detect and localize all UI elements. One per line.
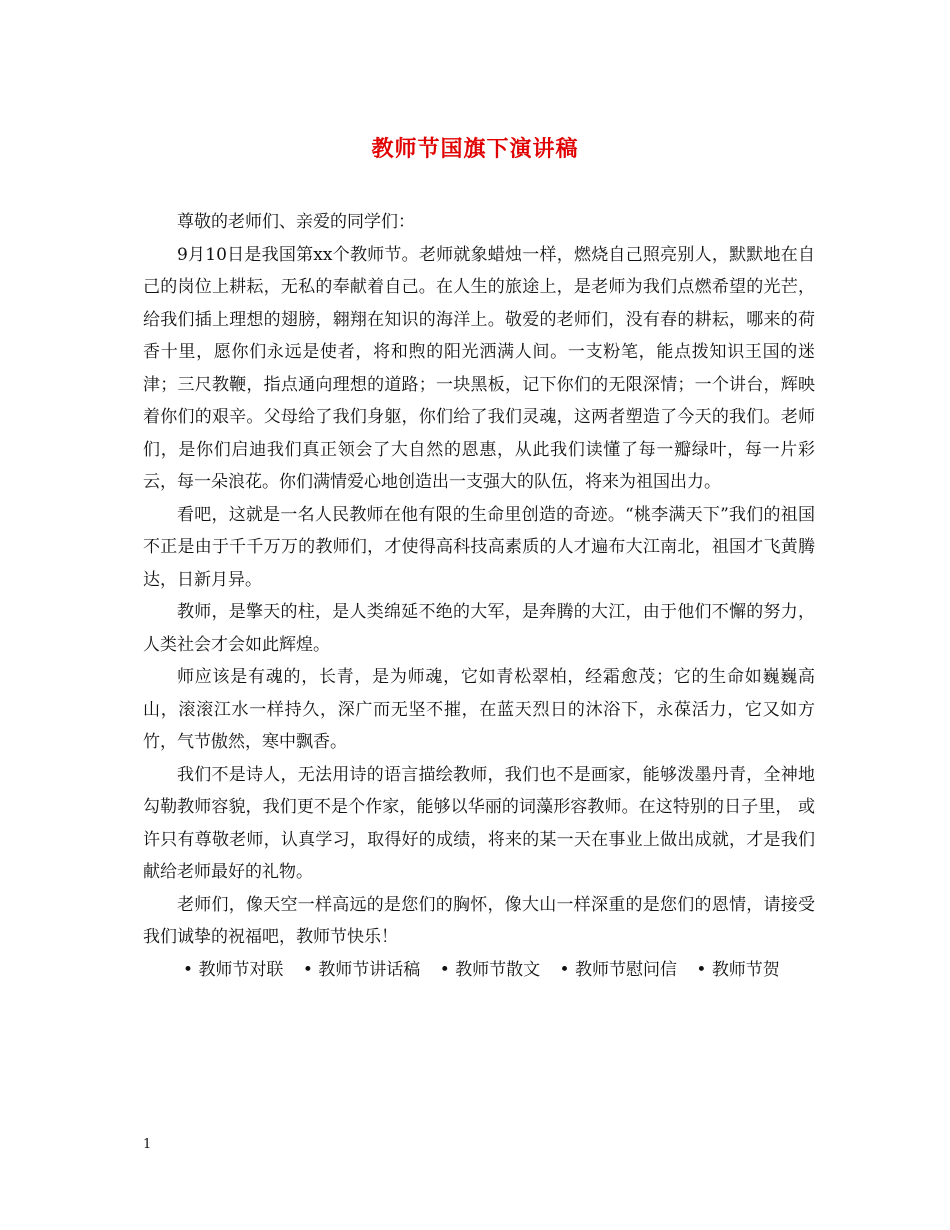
- paragraph-4: 师应该是有魂的，长青，是为师魂，它如青松翠柏，经霜愈茂；它的生命如巍巍高山，滚滚江水一样持久，深广而无坚不摧，在蓝天烈日的沐浴下，永葆活力，它又如方竹，气节傲然，寒中飘香。: [143, 667, 815, 752]
- related-link-speech[interactable]: • 教师节讲话稿: [303, 954, 420, 987]
- related-link-couplets[interactable]: • 教师节对联: [183, 954, 283, 987]
- related-link-letter[interactable]: • 教师节慰问信: [560, 954, 677, 987]
- related-links: [143, 954, 815, 987]
- paragraph-5: 我们不是诗人，无法用诗的语言描绘教师，我们也不是画家，能够泼墨丹青，全神地勾勒教师容貌，我们更不是个作家，能够以华丽的词藻形容教师。在这特别的日子里， 或许只有尊敬老师，认真学习，取得好的成绩，将来的某一天在事业上做出成就，才是我们献给老师最好的礼物。: [143, 764, 815, 882]
- salutation: 尊敬的老师们、亲爱的同学们：: [177, 212, 415, 232]
- related-link-greeting[interactable]: • 教师节贺: [696, 954, 779, 987]
- document-title: 教师节国旗下演讲稿: [371, 136, 579, 162]
- page-number: 1: [143, 1137, 152, 1152]
- paragraph-2: 看吧，这就是一名人民教师在他有限的生命里创造的奇迹。“桃李满天下”我们的祖国不正是由于千千万万的教师们，才使得高科技高素质的人才遍布大江南北，祖国才飞黄腾达，日新月异。: [143, 504, 815, 590]
- paragraph-3: 教师，是擎天的柱，是人类绵延不绝的大军，是奔腾的大江，由于他们不懈的努力，人类社会才会如此辉煌。: [143, 602, 815, 655]
- document-body: [143, 206, 815, 986]
- paragraph-1: 9月10日是我国第xx个教师节。老师就象蜡烛一样，燃烧自己照亮别人，默默地在自己的岗位上耕耘，无私的奉献着自己。在人生的旅途上，是老师为我们点燃希望的光芒，给我们插上理想的翅膀，翱翔在知识的海洋上。敬爱的老师们，没有春的耕耘，哪来的荷香十里，愿你们永远是使者，将和煦的阳光洒满人间。一支粉笔，能点拨知识王国的迷津；三尺教鞭，指点通向理想的道路；一块黑板，记下你们的无限深情；一个讲台，辉映着你们的艰辛。父母给了我们身躯，你们给了我们灵魂，这两者塑造了今天的我们。老师们，是你们启迪我们真正领会了大自然的恩惠，从此我们读懂了每一瓣绿叶，每一片彩云，每一朵浪花。你们满情爱心地创造出一支强大的队伍，将来为祖国出力。: [143, 244, 815, 492]
- paragraph-6: 老师们，像天空一样高远的是您们的胸怀，像大山一样深重的是您们的恩情，请接受我们诚挚的祝福吧，教师节快乐！: [143, 894, 815, 947]
- related-link-essay[interactable]: • 教师节散文: [440, 954, 540, 987]
